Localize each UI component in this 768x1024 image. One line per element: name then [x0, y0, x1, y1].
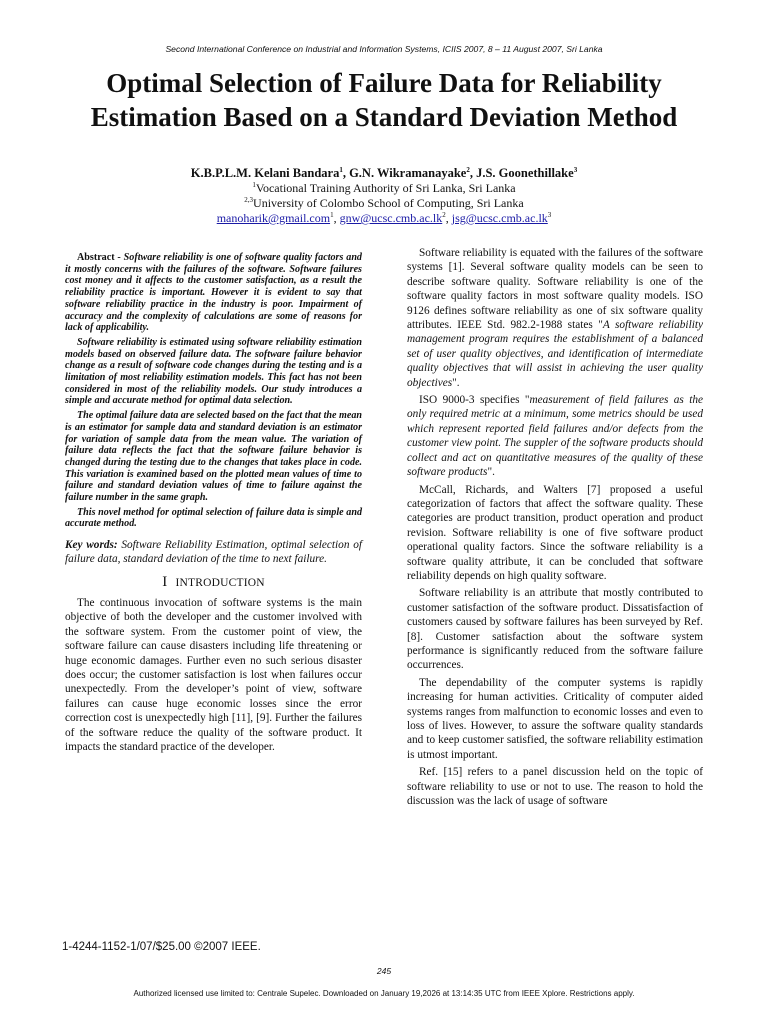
body-p2-quote: measurement of field failures as the only required metric at a minimum, some metrics should be used which represent reported field failures and/or defects from the customer view point. The suppler of the software products should collect and act on quantitative measures of the quality of these software products [407, 394, 703, 479]
body-paragraph-6: Ref. [15] refers to a panel discussion held on the topic of software reliability to use or not to use. The reason to hold the discussion was the lack of usage of software [407, 766, 703, 808]
body-paragraph-5: The dependability of the computer systems is rapidly increasing for human activities. Criticality of computer aided systems ranges from malfunction to economic losses and even to loss of lives. However, to assure the software quality standards and to keep customer satisfied, the software reliability estimation is utmost important. [407, 676, 703, 761]
author-3: , J.S. Goonethillake [469, 166, 574, 180]
paper-title: Optimal Selection of Failure Data for Reliability Estimation Based on a Standard Deviation Method [90, 68, 678, 132]
email-link-3[interactable]: jsg@ucsc.cmb.ac.lk [451, 211, 548, 225]
email-sep-2: , [445, 211, 452, 225]
intro-paragraph-1: The continuous invocation of software systems is the main objective of both the developer and the customer involved with the software system. From the customer point of view, the software failure can cause disasters including life threatening or huge economic damages. Further even no such serious disaster does occur; the customer satisfaction is lost when failures occur unexpectedly. From the developer’s point of view, software failures can cause huge economic losses since the error correction cost is unexpectedly high [11], [9]. Further the failures of the software reduce the quality of the software product. It impacts the standard practice of the developer. [65, 596, 362, 754]
abstract-lead: Abstract - [77, 252, 124, 263]
section-heading-introduction [65, 575, 362, 590]
body-paragraph-1 [407, 246, 703, 390]
body-paragraph-3: McCall, Richards, and Walters [7] proposed a useful categorization of factors that affect the software quality. These categories are product transition, product operation and product revision. Software reliability is one of five software product operational quality factors. Since the software reliability is a software quality attribute, it can be concluded that software reliability depends on high quality software. [407, 483, 703, 582]
abstract-paragraph-4: This novel method for optimal selection of failure data is simple and accurate method. [65, 506, 362, 530]
affiliation-1-text: Vocational Training Authority of Sri Lanka, Sri Lanka [255, 181, 516, 195]
keywords-text: Software Reliability Estimation, optimal selection of failure data, standard deviation of the time to next failure. [65, 539, 362, 566]
author-2: , G.N. Wikramanayake [342, 166, 467, 180]
body-paragraph-2 [407, 393, 703, 479]
abstract-paragraph-2: Software reliability is estimated using software reliability estimation models based on observed failure data. The software failure behavior change as a result of software code changes during the testing and is a limitation of most reliability estimation models. This fact has not been considered in most of the reliability models. Our study introduces a simple and accurate method for optimal data selection. [65, 336, 362, 407]
affiliation-2 [60, 196, 708, 211]
page-number: 245 [376, 966, 392, 976]
body-p1-a: Software reliability is equated with the failures of the software systems [1]. Several software quality models can be seen to describe software quality. Software reliability is one of the software quality factors in most software quality models. ISO 9126 defines software reliability as one of six software quality attributes. IEEE Std. 982.2-1988 states " [407, 247, 703, 332]
email-line [60, 211, 708, 226]
affiliation-2-text: University of Colombo School of Computing, Sri Lanka [253, 196, 524, 210]
abstract-paragraph-3: The optimal failure data are selected based on the fact that the mean is an estimator for sample data and standard deviation is an estimator for variation of sample data from the mean value. The variation of failure data reflects the fact that the software failure behavior is changed during the testing due to the changes that takes place in code. This variation is examined based on the plotted mean values of time to failure and standard deviation values of time to failure against the failure number in the same graph. [65, 410, 362, 504]
body-p1-b: ". [452, 376, 460, 389]
body-p2-a: ISO 9000-3 specifies " [419, 394, 530, 407]
copyright-notice: 1-4244-1152-1/07/$25.00 ©2007 IEEE. [62, 941, 261, 953]
left-column [65, 252, 362, 757]
author-2-sup: 2 [466, 165, 470, 174]
conference-header: Second International Conference on Industrial and Information Systems, ICIIS 2007, 8 – 11 August 2007, Sri Lanka [165, 44, 603, 54]
section-numeral: I [162, 573, 168, 590]
author-line [60, 166, 708, 181]
email-2-sup: 2 [442, 211, 446, 219]
email-link-2[interactable]: gnw@ucsc.cmb.ac.lk [339, 211, 443, 225]
author-3-sup: 3 [573, 165, 578, 174]
body-paragraph-4: Software reliability is an attribute that mostly contributed to customer satisfaction of the software product. Dissatisfaction of customers caused by software failures has been surveyed by Ref. [8]. Customer satisfaction about the software system performance is significantly reduced from the software failure occurrences. [407, 587, 703, 672]
section-heading-text: INTRODUCTION [175, 576, 265, 589]
body-p2-b: ". [487, 466, 495, 479]
affiliation-1-sup: 1 [252, 181, 256, 189]
email-link-1[interactable]: manoharik@gmail.com [216, 211, 331, 225]
keywords-lead: Key words: [65, 539, 122, 552]
author-1: K.B.P.L.M. Kelani Bandara [190, 166, 340, 180]
email-sep-1: , [333, 211, 340, 225]
abstract-p1-text: Software reliability is one of software quality factors and it mostly concerns with the failures of the software. Software failures cost money and it affects to the customer satisfaction, as a result the reliability practice is important. However it is evident to say that software reliability practice in the industry is poor. Impairment of accuracy and the complexity of calculations are some of reasons for lack of applicability. [65, 252, 362, 334]
email-1-sup: 1 [330, 211, 334, 219]
email-3-sup: 3 [547, 211, 552, 219]
keywords [65, 538, 362, 566]
author-1-sup: 1 [339, 165, 343, 174]
affiliation-2-sup: 2,3 [244, 196, 254, 204]
affiliation-1 [60, 181, 708, 196]
right-column [407, 246, 703, 811]
license-notice: Authorized licensed use limited to: Centrale Supelec. Downloaded on January 19,2026 at 13:14:35 UTC from IEEE Xplore. Restrictions apply. [133, 989, 635, 998]
abstract-paragraph-1 [65, 252, 362, 334]
body-p1-quote: A software reliability management program requires the establishment of a balanced set of user quality objectives, and identification of intermediate quality objectives that will assist in achieving the user quality objectives [407, 319, 703, 389]
